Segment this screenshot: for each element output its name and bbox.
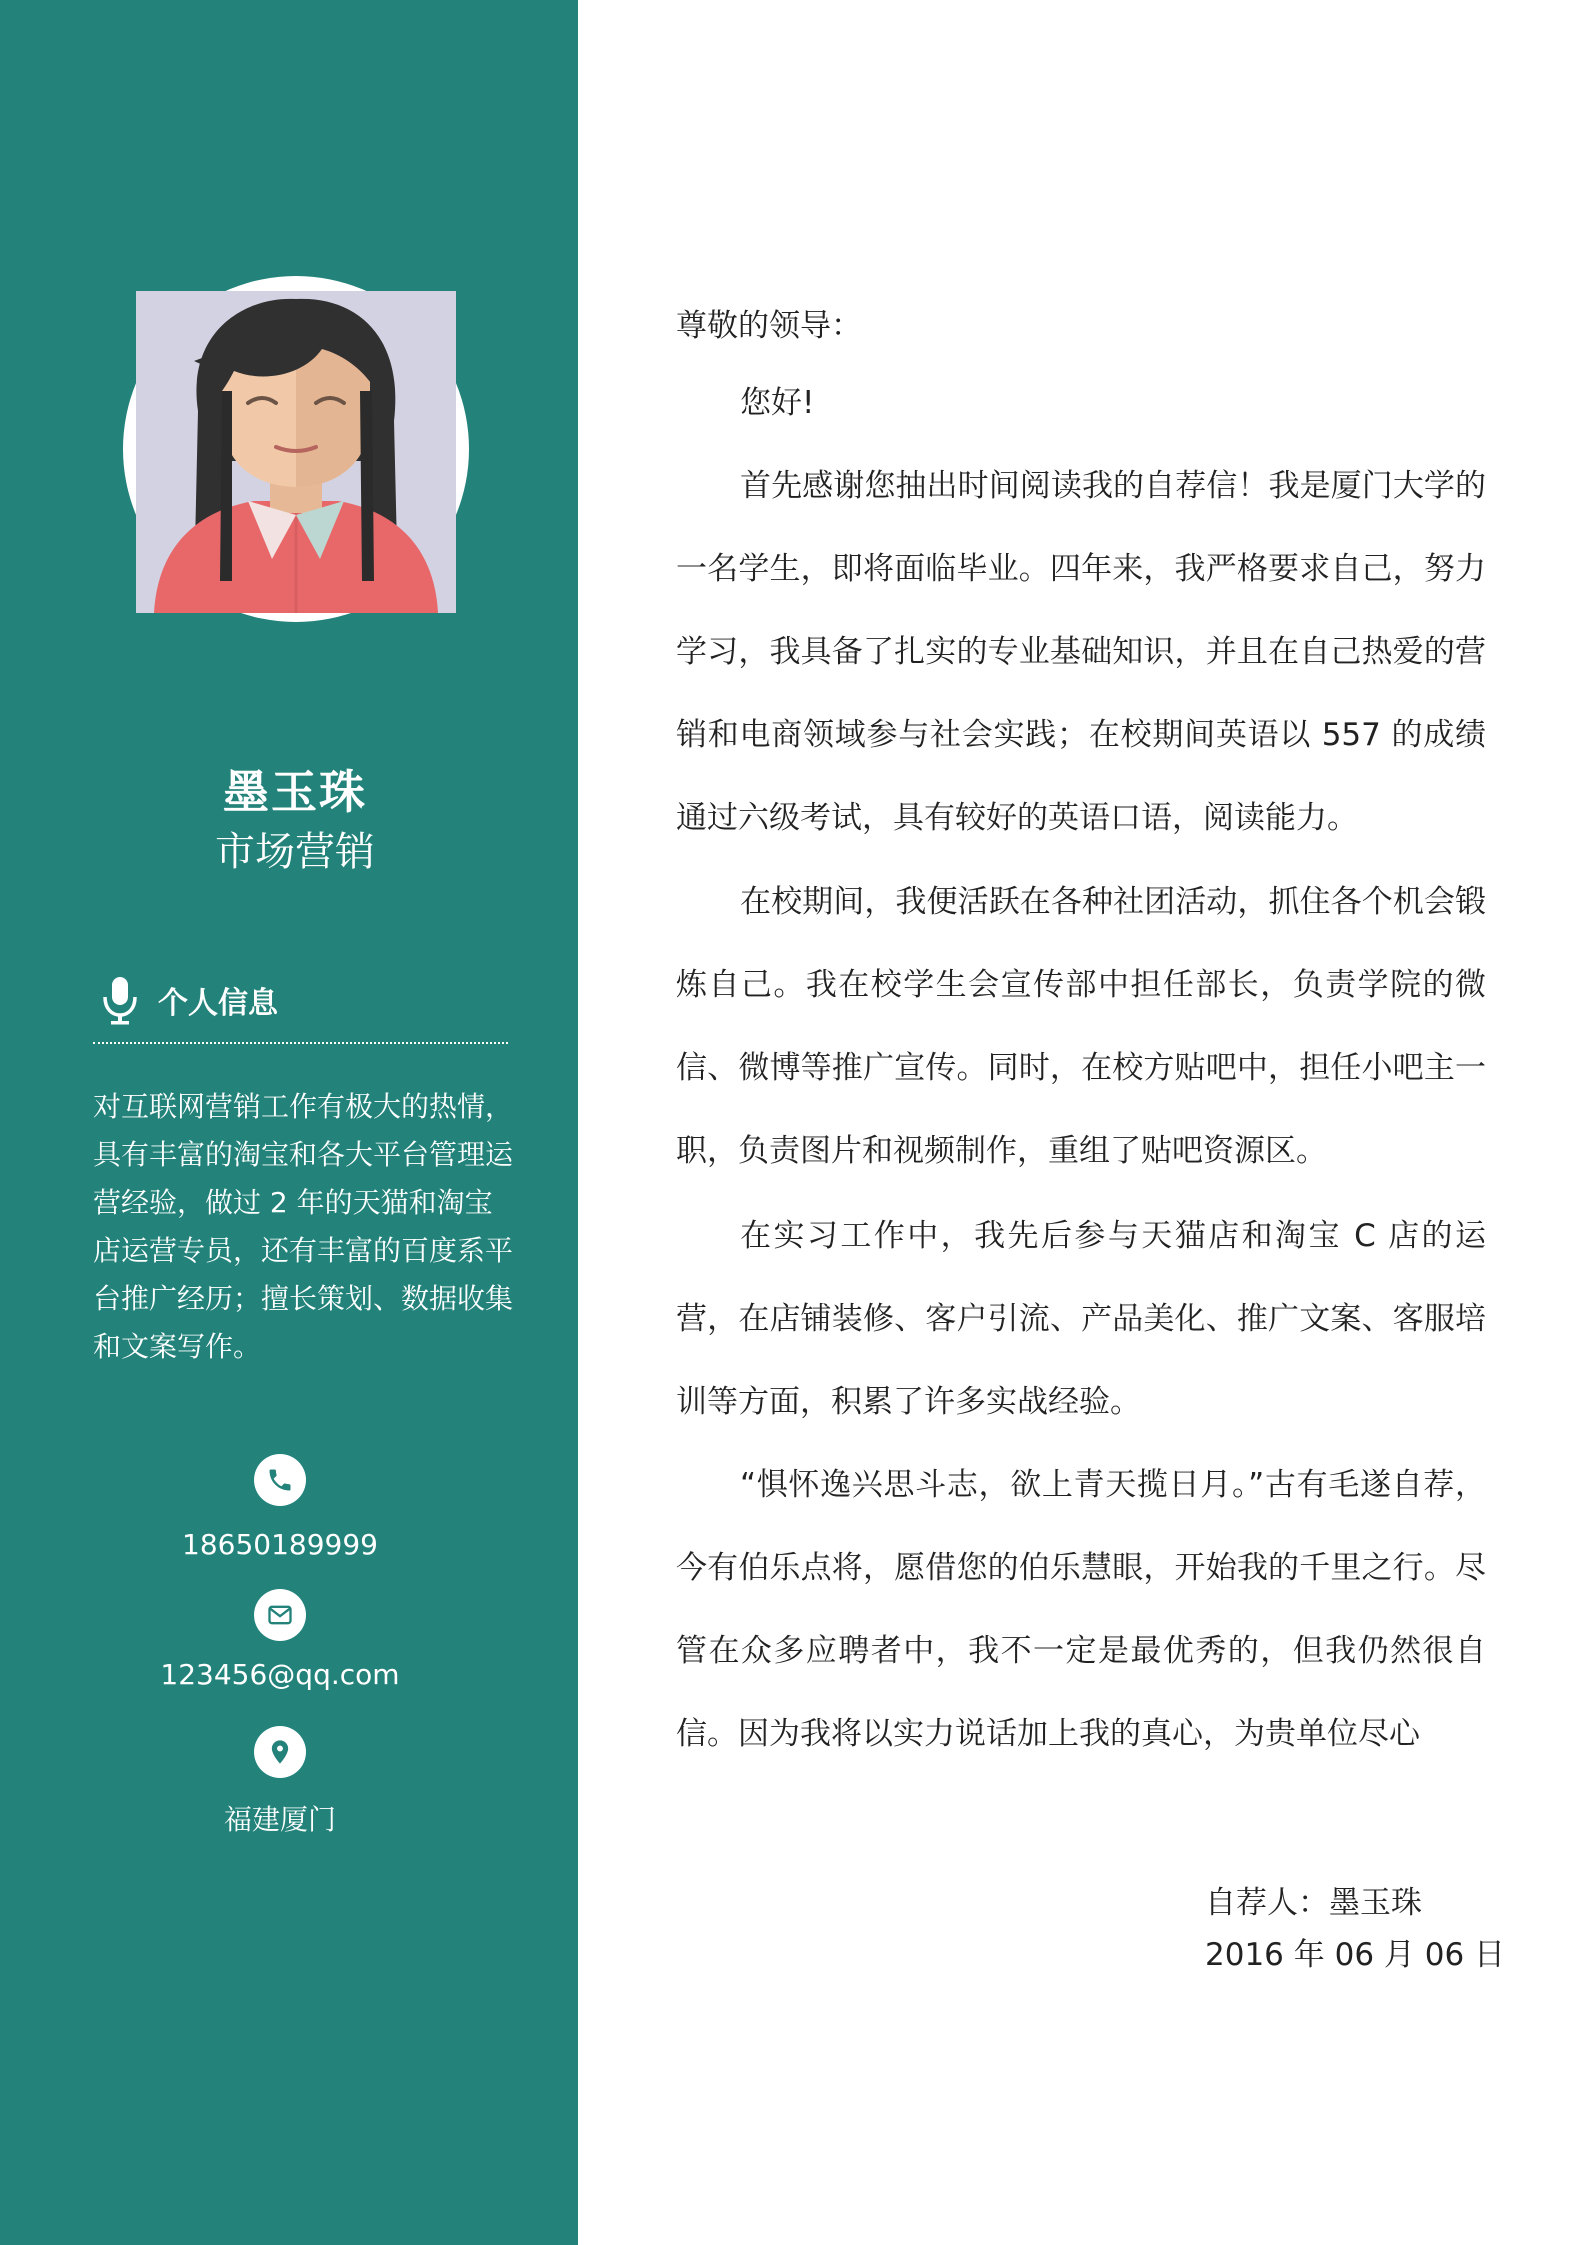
job-title: 市场营销 xyxy=(215,829,375,875)
signature: 自荐人：墨玉珠 xyxy=(1205,1885,1422,1921)
letter-salutation: 尊敬的领导： xyxy=(676,308,862,344)
letter-greeting: 您好! xyxy=(740,385,815,421)
profile-summary: 对互联网营销工作有极大的热情，具有丰富的淘宝和各大平台管理运营经验，做过 2 年的天猫和淘宝店运营专员，还有丰富的百度系平台推广经历；擅长策划、数据收集和文案写作。 xyxy=(93,1090,514,1363)
sidebar xyxy=(0,0,578,2245)
avatar xyxy=(136,291,456,613)
mail-icon xyxy=(254,1589,306,1641)
location-pin-icon xyxy=(254,1726,306,1778)
email-address[interactable]: 123456@qq.com xyxy=(160,1658,400,1691)
signature-block xyxy=(1205,1877,1505,1981)
phone-icon xyxy=(254,1454,306,1506)
letter-paragraph: 在校期间，我便活跃在各种社团活动，抓住各个机会锻炼自己。我在校学生会宣传部中担任部长，负责学院的微信、微博等推广宣传。同时，在校方贴吧中，担任小吧主一职，负责图片和视频制作，重组了贴吧资源区。 xyxy=(676,884,1486,1169)
phone-number[interactable]: 18650189999 xyxy=(182,1528,378,1561)
letter-paragraph: 首先感谢您抽出时间阅读我的自荐信！我是厦门大学的一名学生，即将面临毕业。四年来，我严格要求自己，努力学习，我具备了扎实的专业基础知识，并且在自己热爱的营销和电商领域参与社会实践；在校期间英语以 557 的成绩通过六级考试，具有较好的英语口语，阅读能力。 xyxy=(676,468,1486,836)
section-title: 个人信息 xyxy=(158,986,278,1021)
location: 福建厦门 xyxy=(223,1803,336,1836)
section-divider xyxy=(93,1042,508,1044)
candidate-name: 墨玉珠 xyxy=(223,765,367,819)
letter-paragraph: “惧怀逸兴思斗志，欲上青天揽日月。”古有毛遂自荐，今有伯乐点将，愿借您的伯乐慧眼，开始我的千里之行。尽管在众多应聘者中，我不一定是最优秀的，但我仍然很自信。因为我将以实力说话加上我的真心，为贵单位尽心 xyxy=(676,1467,1486,1752)
microphone-icon xyxy=(100,975,140,1025)
section-header-personal-info xyxy=(100,976,278,1024)
avatar-illustration xyxy=(136,291,456,613)
letter-paragraph: 在实习工作中，我先后参与天猫店和淘宝 C 店的运营，在店铺装修、客户引流、产品美化、推广文案、客服培训等方面，积累了许多实战经验。 xyxy=(676,1218,1486,1420)
letter-date: 2016 年 06 月 06 日 xyxy=(1205,1937,1506,1973)
